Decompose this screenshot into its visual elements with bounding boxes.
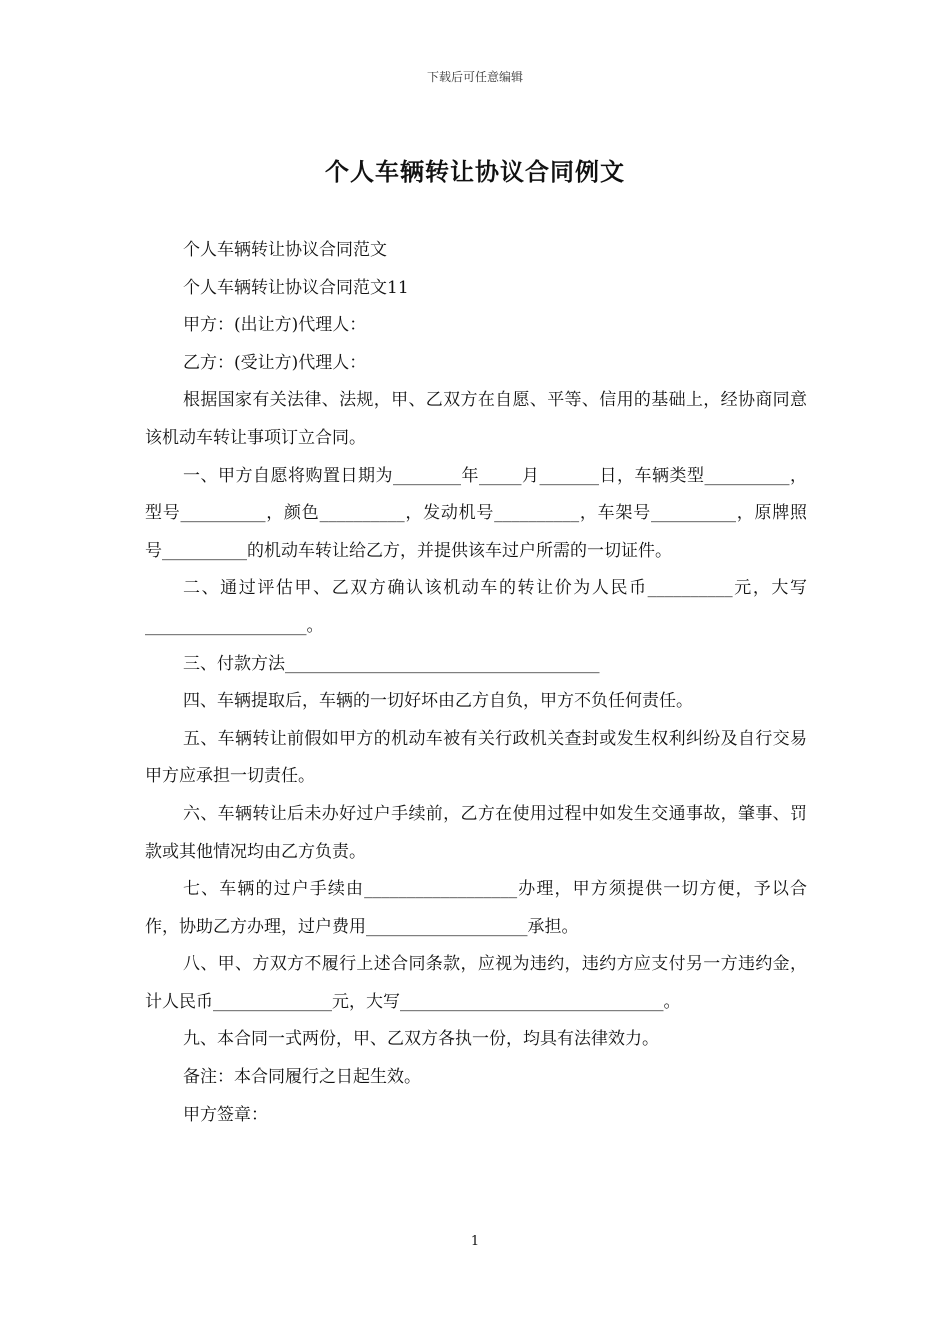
paragraph-subtitle-11: 个人车辆转让协议合同范文11 bbox=[183, 277, 409, 298]
document-body bbox=[145, 232, 807, 1134]
document-title: 个人车辆转让协议合同例文 bbox=[325, 157, 625, 186]
clause-6: 六、车辆转让后未办好过户手续前，乙方在使用过程中如发生交通事故，肇事、罚款或其他情况均由乙方负责。 bbox=[145, 803, 807, 862]
party-a-signature: 甲方签章： bbox=[183, 1104, 268, 1125]
party-b-line: 乙方：(受让方)代理人： bbox=[183, 352, 367, 373]
party-a-line: 甲方：(出让方)代理人： bbox=[183, 315, 367, 336]
clause-1: 一、甲方自愿将购置日期为________年_____月_______日，车辆类型__________，型号__________，颜色__________，发动机号__________，车架号__________，原牌照号__________的机动车转让给乙方，并提供该车过户所需的一切证件。 bbox=[145, 465, 807, 561]
clause-7: 七、车辆的过户手续由__________________办理，甲方须提供一切方便，予以合作，协助乙方办理，过户费用___________________承担。 bbox=[145, 879, 807, 937]
preamble-paragraph: 根据国家有关法律、法规，甲、乙双方在自愿、平等、信用的基础上，经协商同意该机动车转让事项订立合同。 bbox=[145, 390, 807, 448]
clause-5: 五、车辆转让前假如甲方的机动车被有关行政机关查封或发生权利纠纷及自行交易甲方应承担一切责任。 bbox=[145, 728, 807, 787]
clause-2: 二、通过评估甲、乙双方确认该机动车的转让价为人民币__________元，大写___________________。 bbox=[145, 578, 807, 636]
paragraph-subtitle: 个人车辆转让协议合同范文 bbox=[183, 240, 387, 260]
clause-9: 九、本合同一式两份，甲、乙双方各执一份，均具有法律效力。 bbox=[183, 1029, 659, 1050]
clause-3: 三、付款方法_____________________________________ bbox=[183, 653, 600, 674]
clause-8: 八、甲、方双方不履行上述合同条款，应视为违约，违约方应支付另一方违约金，计人民币______________元，大写_______________________________。 bbox=[145, 954, 807, 1012]
header-note: 下载后可任意编辑 bbox=[426, 70, 523, 84]
clause-4: 四、车辆提取后，车辆的一切好坏由乙方自负，甲方不负任何责任。 bbox=[183, 691, 693, 712]
remark-line: 备注：本合同履行之日起生效。 bbox=[183, 1067, 421, 1088]
page-number: 1 bbox=[470, 1234, 480, 1249]
